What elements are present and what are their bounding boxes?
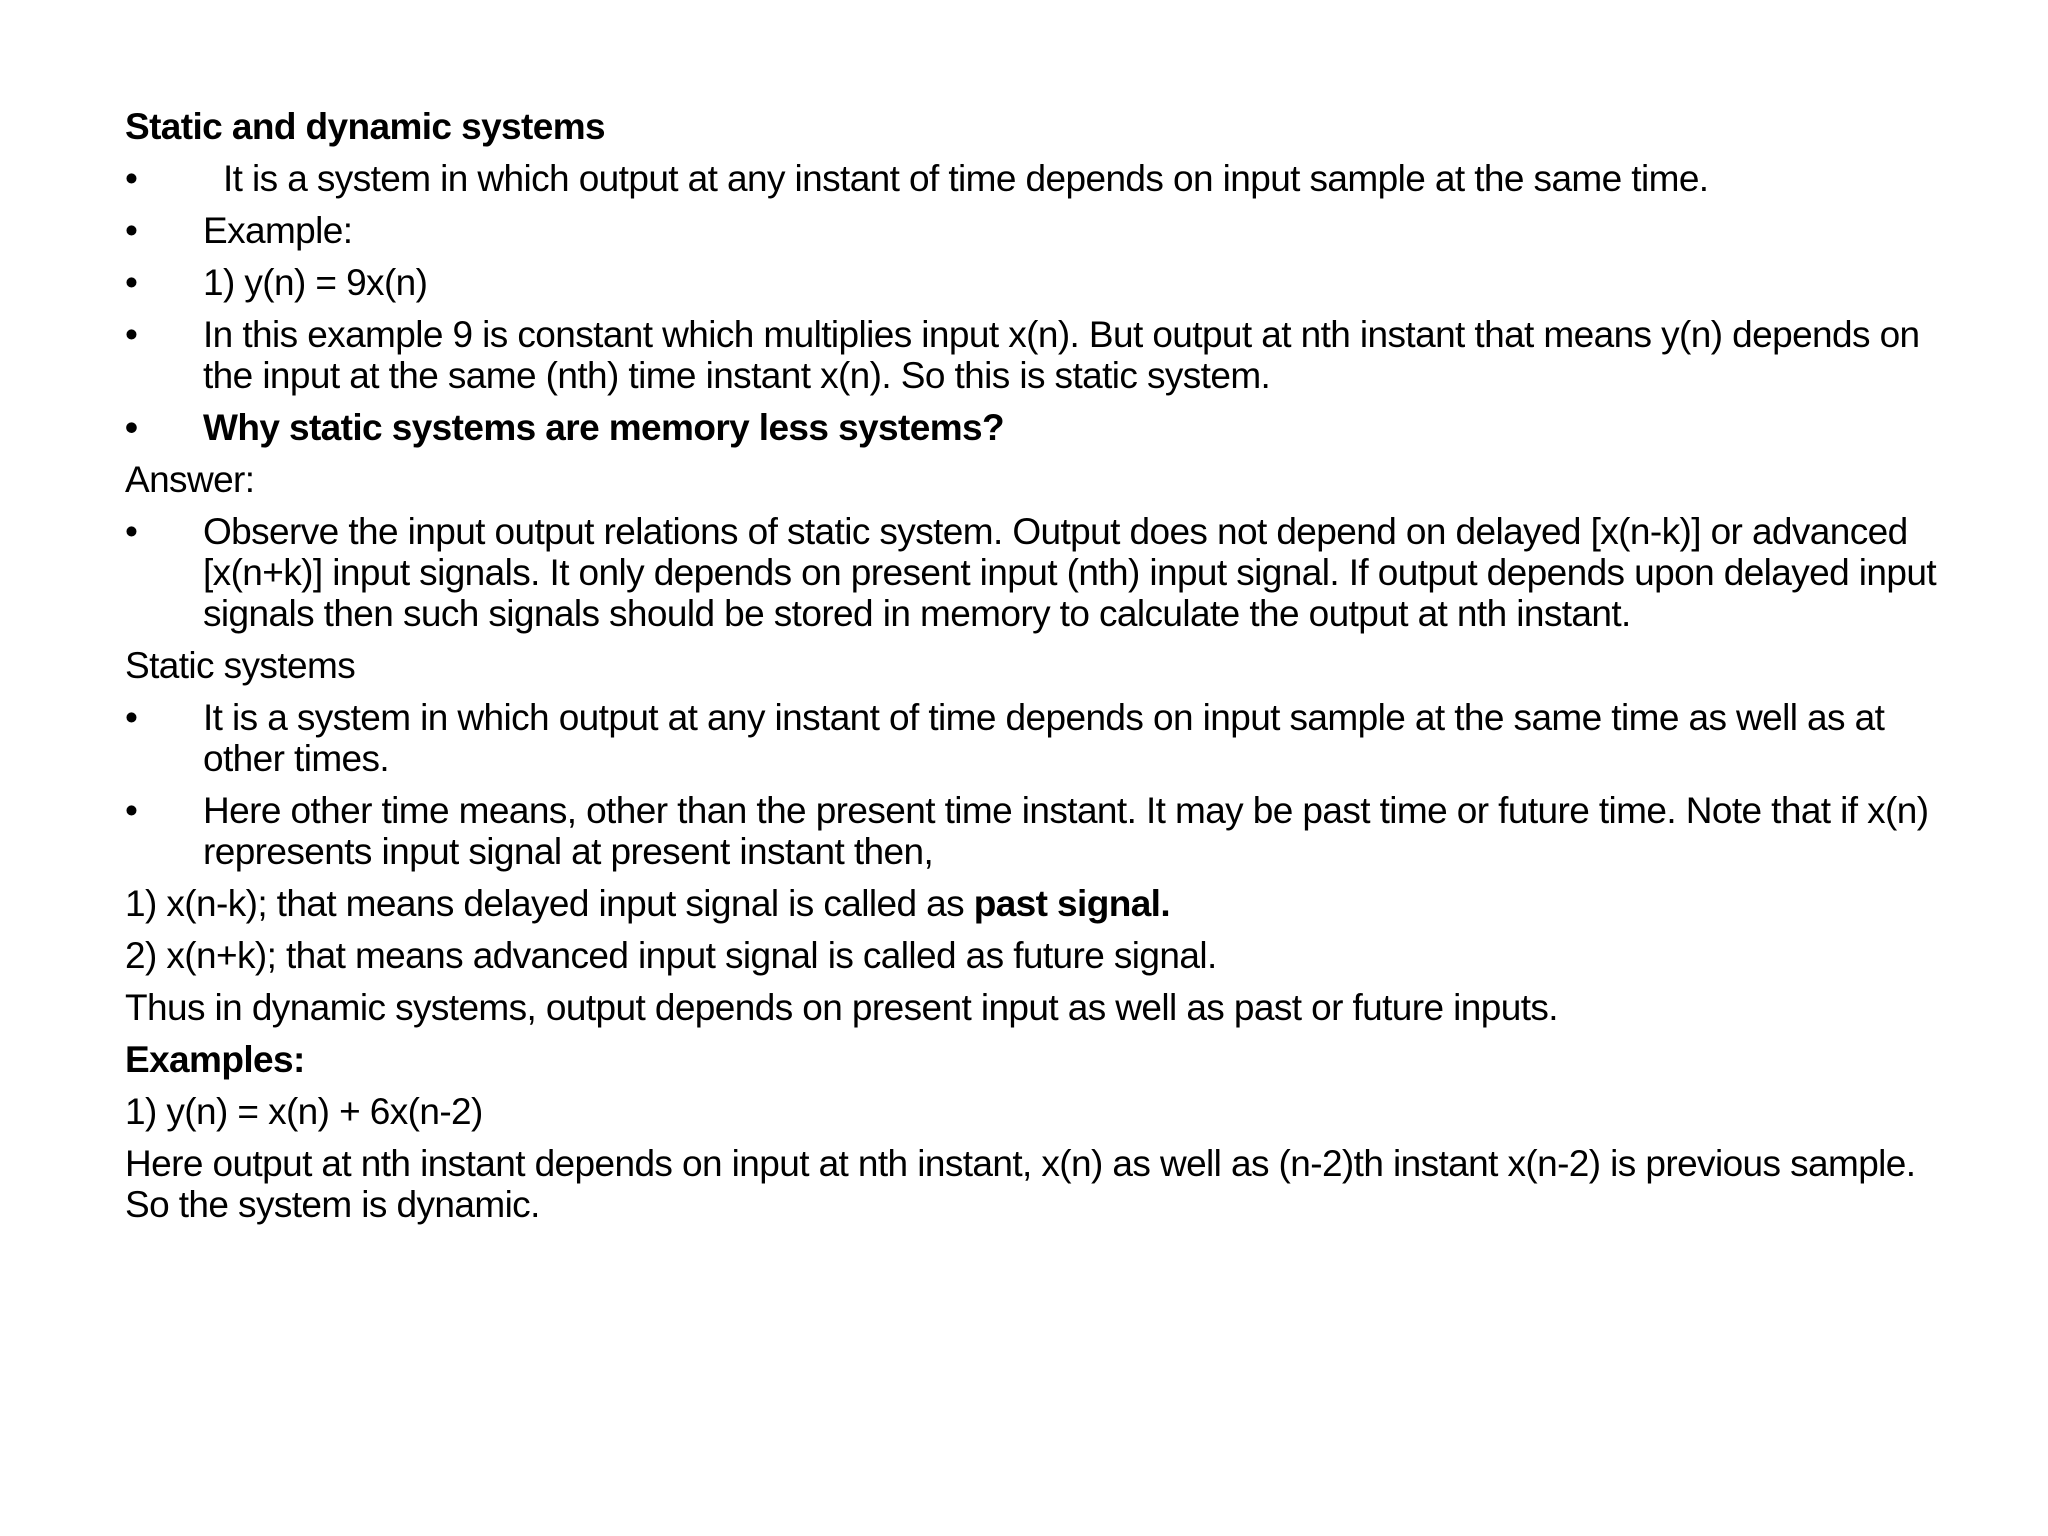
bullet-icon: •: [125, 407, 138, 448]
examples-heading: Examples:: [125, 1039, 305, 1080]
list-item: [125, 511, 1965, 634]
list-item: [125, 158, 1965, 199]
bullet-text: Example:: [203, 210, 353, 251]
answer-label: Answer:: [125, 459, 255, 500]
bullet-text: Here other time means, other than the present time instant. It may be past time or future time. Note that if x(n) represents input signal at present instant then,: [203, 790, 1929, 872]
bullet-icon: •: [125, 314, 138, 355]
bullet-text: In this example 9 is constant which multiplies input x(n). But output at nth instant that means y(n) depends on the input at the same (nth) time instant x(n). So this is static system.: [203, 314, 1920, 396]
past-signal-term: past signal.: [973, 883, 1171, 924]
list-item: [125, 210, 1965, 251]
list-item: [125, 697, 1965, 779]
list-item: [125, 407, 1965, 448]
list-item: [125, 790, 1965, 872]
bullet-icon: •: [125, 511, 138, 552]
bullet-icon: •: [125, 210, 138, 251]
list-item: [125, 314, 1965, 396]
question-text: Why static systems are memory less systems?: [203, 407, 1004, 448]
bullet-text: 1) y(n) = 9x(n): [203, 262, 428, 303]
past-signal-line: [125, 883, 1965, 924]
bullet-icon: •: [125, 790, 138, 831]
section-heading: Static systems: [125, 645, 356, 686]
bullet-icon: •: [125, 697, 138, 738]
summary-text: Thus in dynamic systems, output depends on present input as well as past or future inputs.: [125, 987, 1558, 1028]
example-explanation: Here output at nth instant depends on input at nth instant, x(n) as well as (n-2)th instant x(n-2) is previous sample. So the system is dynamic.: [125, 1143, 1916, 1225]
past-signal-text: 1) x(n-k); that means delayed input signal is called as: [125, 883, 974, 924]
example-equation: 1) y(n) = x(n) + 6x(n-2): [125, 1091, 483, 1132]
future-signal-line: 2) x(n+k); that means advanced input signal is called as future signal.: [125, 935, 1217, 976]
page-title: Static and dynamic systems: [125, 106, 605, 147]
bullet-icon: •: [125, 262, 138, 303]
bullet-icon: •: [125, 158, 138, 199]
bullet-text: It is a system in which output at any instant of time depends on input sample at the same time as well as at other times.: [203, 697, 1885, 779]
bullet-text: It is a system in which output at any instant of time depends on input sample at the same time.: [223, 158, 1709, 199]
answer-text: Observe the input output relations of static system. Output does not depend on delayed [x(n-k)] or advanced [x(n+k)] input signals. It only depends on present input (nth) input signal. If output depends upon delayed input signals then such signals should be stored in memory to calculate the output at nth instant.: [203, 511, 1937, 634]
slide-content: [125, 106, 1965, 1236]
list-item: [125, 262, 1965, 303]
